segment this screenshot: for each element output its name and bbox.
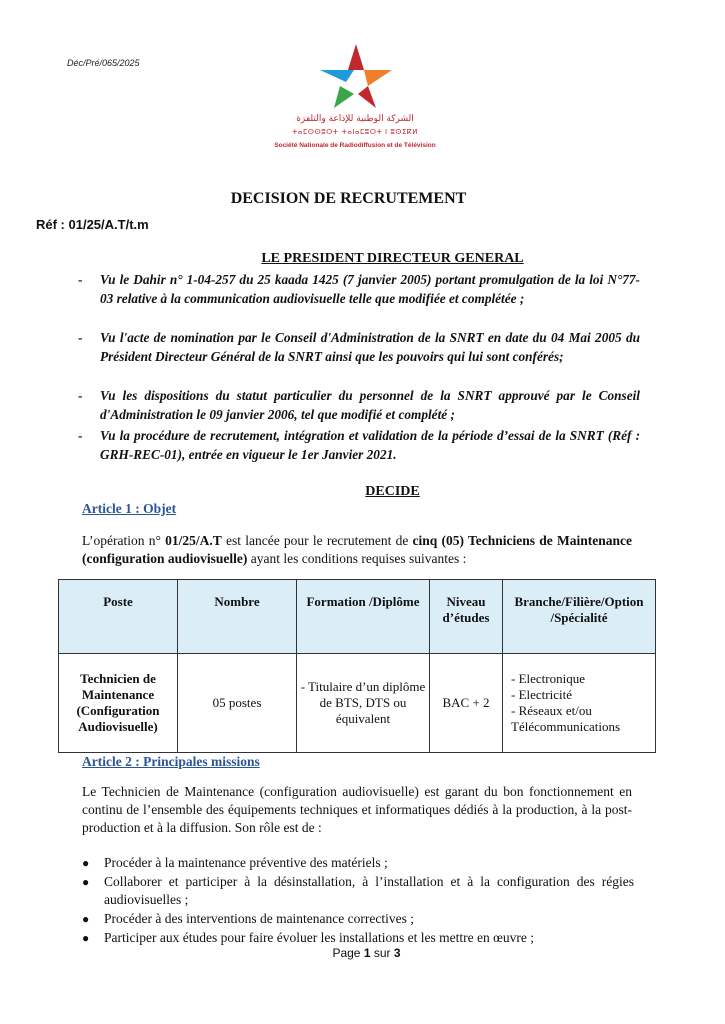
article-1-title: Article 1 : Objet: [82, 501, 177, 516]
visa-text: Vu les dispositions du statut particulier du personnel de la SNRT approuvé par le Conseil d'Administration le 09 janvier 2006, tel que modifié et complété ;: [100, 388, 640, 422]
org-name-tifinagh: ⵜⴰⵎⵙⵙⵓⵔⵜ ⵜⴰⵏⴰⵎⵓⵔⵜ ⵏ ⵓⵙⵉⴽⵍ: [292, 128, 418, 136]
cell-nombre: 05 postes: [178, 654, 297, 753]
visa-text: Vu la procédure de recrutement, intégration et validation de la période d’essai de la SNRT (Réf : GRH-REC-01), entrée en vigueur le 1er Janvier 2021.: [100, 428, 640, 462]
missions-list: [82, 854, 634, 948]
header-branche: Branche/Filière/Option /Spécialité: [503, 580, 656, 654]
header-niveau: Niveau d’études: [430, 580, 503, 654]
header-poste: Poste: [59, 580, 178, 654]
header-nombre: Nombre: [178, 580, 297, 654]
visa-text: Vu l'acte de nomination par le Conseil d'Administration de la SNRT en date du 04 Mai 2005 du Président Directeur Général de la SNRT ainsi que les pouvoirs qui lui sont conférés;: [100, 330, 640, 364]
article-2-intro: Le Technicien de Maintenance (configuration audiovisuelle) est garant du bon fonctionnement en continu de l’ensemble des équipements techniques et informatiques dédiés à la production, à la post-production et à la diffusion. Son rôle est de :: [82, 784, 632, 835]
branche-item: - Electronique: [511, 671, 585, 686]
page-number: [4, 946, 725, 960]
visa-item: [78, 270, 640, 308]
total-pages: 3: [393, 946, 401, 960]
visa-dash: -: [78, 388, 83, 403]
bullet-icon: ●: [82, 931, 90, 945]
operation-number: 01/25/A.T: [165, 533, 222, 548]
logo-blue-segment: [320, 70, 354, 82]
bullet-icon: ●: [82, 875, 90, 889]
current-page: 1: [363, 946, 371, 960]
visa-dash: -: [78, 272, 83, 287]
org-name-arabic: الشركة الوطنية للإذاعة والتلفزة: [296, 114, 414, 124]
cell-formation: [297, 654, 430, 753]
formation-dash: -: [300, 679, 306, 694]
requirements-table: [58, 579, 656, 753]
table-row: [59, 654, 656, 753]
branche-item: - Réseaux et/ou: [511, 703, 592, 718]
logo-red-segment: [348, 44, 364, 70]
decide-heading: DECIDE: [365, 484, 420, 499]
article-1-text-mid: est lancée pour le recrutement de: [221, 533, 413, 548]
position-count-title: cinq (05) Techniciens de Maintenance (configuration audiovisuelle): [82, 533, 632, 566]
decision-reference: Réf : 01/25/A.T/t.m: [36, 217, 149, 232]
list-item: [82, 854, 634, 872]
logo-orange-segment: [364, 70, 392, 86]
branche-item: - Electricité: [511, 687, 572, 702]
table-header-row: [59, 580, 656, 654]
logo-red-lower-segment: [358, 86, 376, 108]
page-label: Page: [332, 946, 364, 960]
bullet-icon: ●: [82, 856, 90, 870]
branche-item: Télécommunications: [511, 719, 621, 734]
article-1-text-end: ayant les conditions requises suivantes :: [247, 551, 467, 566]
document-reference-top: Déc/Pré/065/2025: [67, 58, 140, 68]
pdg-heading: LE PRESIDENT DIRECTEUR GENERAL: [261, 251, 524, 266]
list-item: [82, 910, 634, 928]
mission-text: Participer aux études pour faire évoluer les installations et les mettre en œuvre ;: [104, 930, 534, 945]
cell-poste: Technicien de Maintenance (Configuration Audiovisuelle): [59, 654, 178, 753]
list-item: [82, 873, 634, 909]
document-title: DECISION DE RECRUTEMENT: [230, 190, 467, 207]
visa-item: [78, 328, 640, 366]
formation-text: Titulaire d’un diplôme de BTS, DTS ou équivalent: [308, 679, 426, 726]
visa-text: Vu le Dahir n° 1-04-257 du 25 kaada 1425 (7 janvier 2005) portant promulgation de la loi N°77-03 relative à la communication audiovisuelle telle que modifiée et complétée ;: [100, 272, 640, 306]
page-sur: sur: [370, 946, 394, 960]
list-item: [82, 929, 634, 947]
mission-text: Procéder à la maintenance préventive des matériels ;: [104, 855, 388, 870]
article-1-paragraph: [82, 532, 632, 568]
visa-item: [78, 426, 640, 464]
visa-dash: -: [78, 428, 83, 443]
visa-item: [78, 386, 640, 424]
logo-green-segment: [334, 86, 354, 108]
bullet-icon: ●: [82, 912, 90, 926]
article-1-text-start: L’opération n°: [82, 533, 166, 548]
header-formation: Formation /Diplôme: [297, 580, 430, 654]
org-name-french: Société Nationale de Radiodiffusion et de Télévision: [274, 142, 436, 149]
article-2-title: Article 2 : Principales missions: [82, 754, 260, 769]
cell-niveau: BAC + 2: [430, 654, 503, 753]
snrt-star-logo: [318, 42, 394, 110]
mission-text: Collaborer et participer à la désinstallation, à l’installation et à la configuration des régies audiovisuelles ;: [104, 874, 634, 907]
mission-text: Procéder à des interventions de maintenance correctives ;: [104, 911, 414, 926]
visa-dash: -: [78, 330, 83, 345]
cell-branche: [503, 654, 656, 753]
